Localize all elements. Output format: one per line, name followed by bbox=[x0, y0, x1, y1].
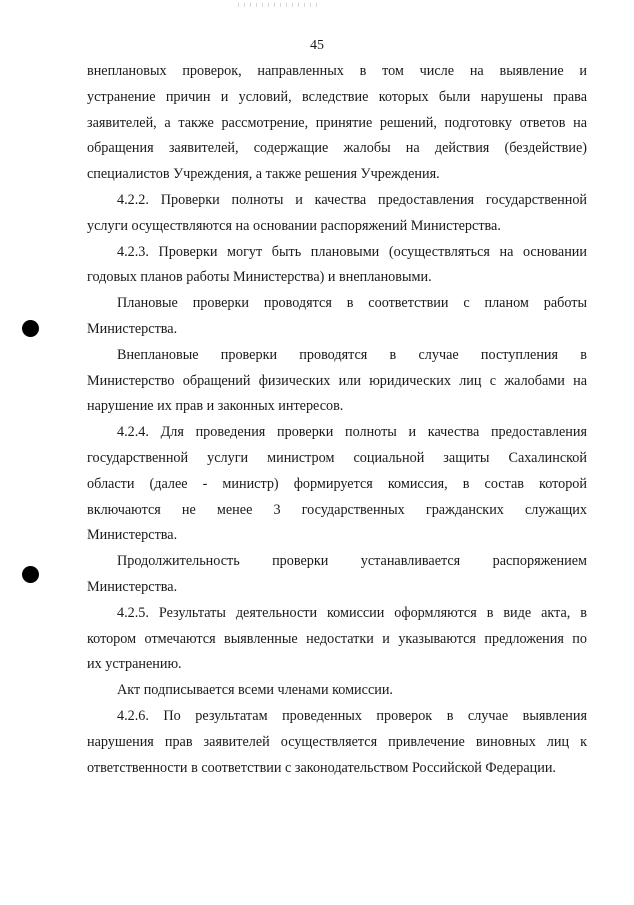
text-line: Министерства. bbox=[87, 578, 178, 595]
paragraph bbox=[87, 291, 587, 343]
text-line: Плановые проверки проводятся в соответствии с планом работы bbox=[117, 295, 587, 312]
text-line: Министерства. bbox=[87, 527, 178, 544]
text-line: 4.2.2. Проверки полноты и качества предоставления государственной bbox=[117, 191, 587, 208]
paragraph bbox=[87, 343, 587, 420]
text-line: годовых планов работы Министерства) и внеплановыми. bbox=[87, 269, 432, 286]
text-line: Министерства. bbox=[87, 320, 178, 337]
paragraph bbox=[87, 240, 587, 292]
text-line: нарушение их прав и законных интересов. bbox=[87, 398, 344, 415]
paragraph bbox=[87, 420, 587, 549]
text-line: ответственности в соответствии с законодательством Российской Федерации. bbox=[87, 759, 556, 776]
text-line: Министерство обращений физических или юридических лиц с жалобами на bbox=[87, 372, 587, 389]
text-line: обращения заявителей, содержащие жалобы на действия (бездействие) bbox=[87, 140, 587, 157]
text-line: заявителей, а также рассмотрение, принятие решений, подготовку ответов на bbox=[87, 114, 587, 131]
text-line: 4.2.6. По результатам проведенных проверок в случае выявления bbox=[117, 707, 587, 724]
paragraph bbox=[87, 549, 587, 601]
text-line: услуги осуществляются на основании распоряжений Министерства. bbox=[87, 217, 501, 234]
text-line: включаются не менее 3 государственных гражданских служащих bbox=[87, 501, 587, 518]
paragraph bbox=[87, 704, 587, 781]
text-line: Продолжительность проверки устанавливается распоряжением bbox=[117, 553, 587, 570]
text-line: 4.2.4. Для проведения проверки полноты и качества предоставления bbox=[117, 424, 587, 441]
text-line: внеплановых проверок, направленных в том числе на выявление и bbox=[87, 63, 587, 79]
document-body bbox=[87, 59, 587, 781]
text-line: области (далее - министр) формируется комиссия, в состав которой bbox=[87, 475, 587, 492]
paragraph bbox=[87, 59, 587, 188]
text-line: их устранению. bbox=[87, 656, 182, 673]
text-line: 4.2.3. Проверки могут быть плановыми (осуществляться на основании bbox=[117, 243, 587, 260]
punch-hole bbox=[22, 566, 39, 583]
paragraph bbox=[87, 678, 587, 704]
paragraph bbox=[87, 188, 587, 240]
scan-noise bbox=[238, 3, 318, 7]
text-line: специалистов Учреждения, а также решения Учреждения. bbox=[87, 166, 440, 183]
text-line: Акт подписывается всеми членами комиссии. bbox=[117, 682, 393, 699]
paragraph bbox=[87, 601, 587, 678]
text-line: устранение причин и условий, вследствие которых были нарушены права bbox=[87, 88, 587, 105]
text-line: 4.2.5. Результаты деятельности комиссии оформляются в виде акта, в bbox=[117, 604, 587, 621]
text-line: нарушения прав заявителей осуществляется привлечение виновных лиц к bbox=[87, 733, 587, 750]
text-line: Внеплановые проверки проводятся в случае поступления в bbox=[117, 346, 587, 363]
page-number: 45 bbox=[310, 38, 324, 53]
punch-hole bbox=[22, 320, 39, 337]
text-line: котором отмечаются выявленные недостатки и указываются предложения по bbox=[87, 630, 587, 647]
text-line: государственной услуги министром социальной защиты Сахалинской bbox=[87, 449, 587, 466]
